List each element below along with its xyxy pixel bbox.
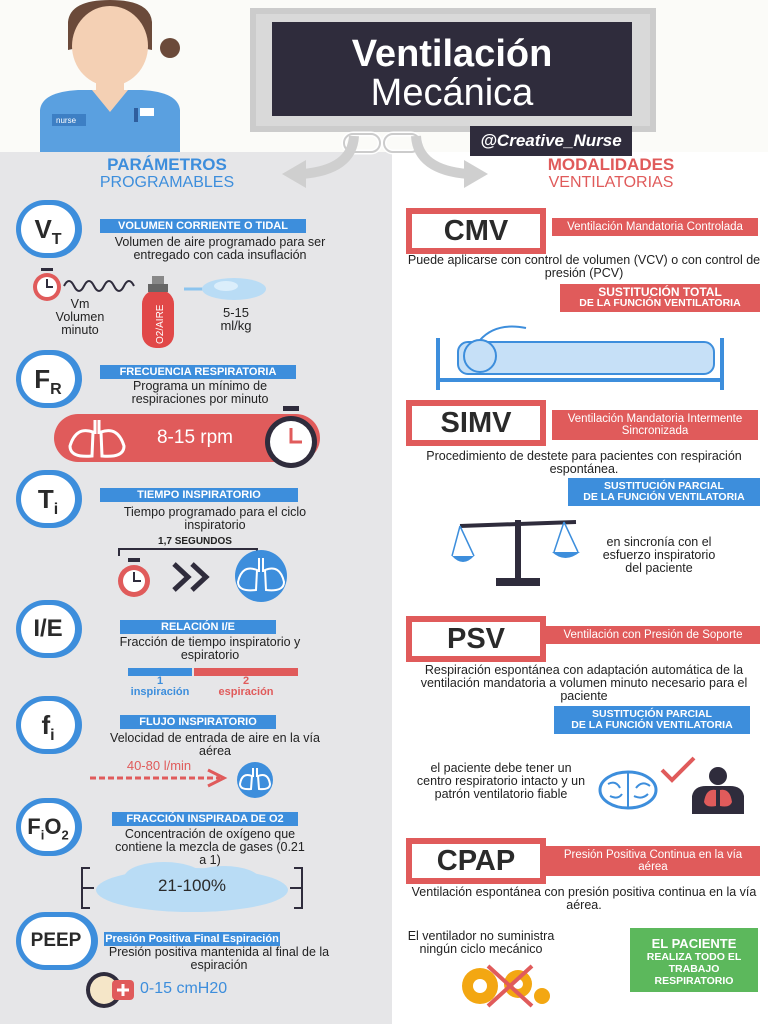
- double-chevron-icon: [170, 560, 218, 594]
- lungs-icon: [230, 762, 280, 798]
- ti-symbol: $T_i$: [16, 470, 82, 528]
- author-handle: @Creative_Nurse: [470, 126, 632, 156]
- vt-label: VOLUMEN CORRIENTE O TIDAL: [100, 219, 306, 233]
- pressure-gauge-icon: [74, 970, 138, 1010]
- oxygen-tank-icon: [134, 276, 182, 350]
- ti-label: TIEMPO INSPIRATORIO: [100, 488, 298, 502]
- fi-symbol: $f_i$: [16, 696, 82, 754]
- cmv-substitution: SUSTITUCIÓN TOTAL DE LA FUNCIÓN VENTILATORIA: [560, 284, 760, 312]
- cpap-label: Presión Positiva Continua en la vía aérea: [546, 846, 760, 876]
- patient-bed-icon: [436, 318, 726, 390]
- left-header-line1: PARÁMETROS: [107, 155, 227, 174]
- stopwatch-icon: [108, 558, 160, 598]
- vt-range: 5-15 ml/kg: [220, 305, 252, 333]
- cpap-note: El ventilador no suministra ningún ciclo mecánico: [407, 929, 555, 956]
- stopwatch-icon: [256, 406, 326, 470]
- cmv-description: Puede aplicarse con control de volumen (VCV) o con control de presión (PCV): [407, 253, 761, 280]
- simv-note: en sincronía con el esfuerzo inspiratorio del paciente: [602, 535, 716, 575]
- cmv-mode: CMV: [406, 208, 546, 254]
- nurse-badge: nurse: [56, 116, 77, 125]
- tank-label: O2/AIRE: [155, 304, 166, 344]
- title-box: [272, 22, 632, 116]
- fio2-description: Concentración de oxígeno que contiene la mezcla de gases (0.21 a 1): [115, 827, 305, 867]
- peep-label: Presión Positiva Final Espiración: [105, 933, 279, 945]
- brain-icon: [598, 770, 658, 810]
- cpap-mode: CPAP: [406, 838, 546, 884]
- ti-seconds: 1,7 SEGUNDOS: [158, 536, 232, 547]
- lungs-icon: [222, 550, 300, 602]
- balance-scale-icon: [452, 516, 584, 588]
- fio2-symbol: $F_iO_2$: [16, 798, 82, 856]
- simv-label: Ventilación Mandatoria Intermente Sincronizada: [552, 410, 758, 440]
- nurse-illustration: [30, 0, 190, 152]
- vt-description: Volumen de aire programado para ser entregado con cada insuflación: [114, 235, 326, 262]
- vt-minute-volume: Vm Volumen minuto: [55, 297, 105, 337]
- left-header-line2: PROGRAMABLES: [99, 174, 235, 191]
- ie-label: RELACIÓN I/E: [120, 620, 276, 634]
- stopwatch-icon: [30, 268, 64, 302]
- title-line2: Mecánica: [370, 72, 534, 114]
- cmv-label: Ventilación Mandatoria Controlada: [552, 218, 758, 236]
- fr-range: 8-15 rpm: [156, 427, 234, 448]
- left-section-header: [72, 156, 262, 191]
- psv-label: Ventilación con Presión de Soporte: [546, 626, 760, 644]
- inspiration-value: 1 inspiración: [130, 675, 190, 698]
- psv-substitution: SUSTITUCIÓN PARCIAL DE LA FUNCIÓN VENTILATORIA: [554, 706, 750, 734]
- arrow-right-icon: [408, 130, 508, 190]
- air-flow-icon: [184, 276, 272, 302]
- psv-note: el paciente debe tener un centro respiratorio intacto y un patrón ventilatorio fiable: [416, 761, 586, 801]
- simv-mode: SIMV: [406, 400, 546, 446]
- coil-icon: [64, 276, 134, 296]
- fio2-range: 21-100%: [157, 876, 227, 895]
- peep-symbol: PEEP: [16, 912, 98, 970]
- simv-substitution: SUSTITUCIÓN PARCIAL DE LA FUNCIÓN VENTILATORIA: [568, 478, 760, 506]
- flow-arrows-icon: [90, 770, 226, 786]
- arrow-left-icon: [262, 130, 362, 190]
- lungs-icon: [62, 416, 132, 460]
- right-section-header: [506, 156, 716, 191]
- ti-description: Tiempo programado para el ciclo inspiratorio: [123, 505, 307, 532]
- fr-symbol: $F_R$: [16, 350, 82, 408]
- fio2-label: FRACCIÓN INSPIRADA DE O2: [112, 812, 298, 826]
- title-line1: Ventilación: [351, 33, 553, 75]
- ie-description: Fracción de tiempo inspiratorio y espiratorio: [119, 635, 301, 662]
- right-header-line1: MODALIDADES: [547, 155, 675, 174]
- fi-range: 40-80 l/min: [126, 758, 192, 773]
- expiration-value: 2 espiración: [218, 675, 274, 698]
- peep-range: 0-15 cmH20: [140, 980, 228, 997]
- peep-description: Presión positiva mantenida al final de la espiración: [108, 945, 330, 972]
- cpap-description: Ventilación espontánea con presión positiva continua en la vía aérea.: [411, 885, 757, 912]
- fr-description: Programa un mínimo de respiraciones por minuto: [131, 379, 269, 406]
- person-lungs-icon: [686, 766, 750, 814]
- fi-description: Velocidad de entrada de aire en la vía aérea: [110, 731, 320, 758]
- fr-label: FRECUENCIA RESPIRATORIA: [100, 365, 296, 379]
- final-note: EL PACIENTE REALIZA TODO EL TRABAJO RESPIRATORIO: [630, 928, 758, 992]
- fi-label: FLUJO INSPIRATORIO: [120, 715, 276, 729]
- ie-symbol: I/E: [16, 600, 82, 658]
- vt-symbol: $V_T$: [16, 200, 82, 258]
- gears-crossed-icon: [452, 960, 552, 1010]
- psv-description: Respiración espontánea con adaptación automática de la ventilación mandatoria a volumen minuto necesario para el paciente: [420, 663, 748, 703]
- simv-description: Procedimiento de destete para pacientes con respiración espontánea.: [426, 449, 742, 476]
- psv-mode: PSV: [406, 616, 546, 662]
- right-header-line2: VENTILATORIAS: [548, 174, 674, 191]
